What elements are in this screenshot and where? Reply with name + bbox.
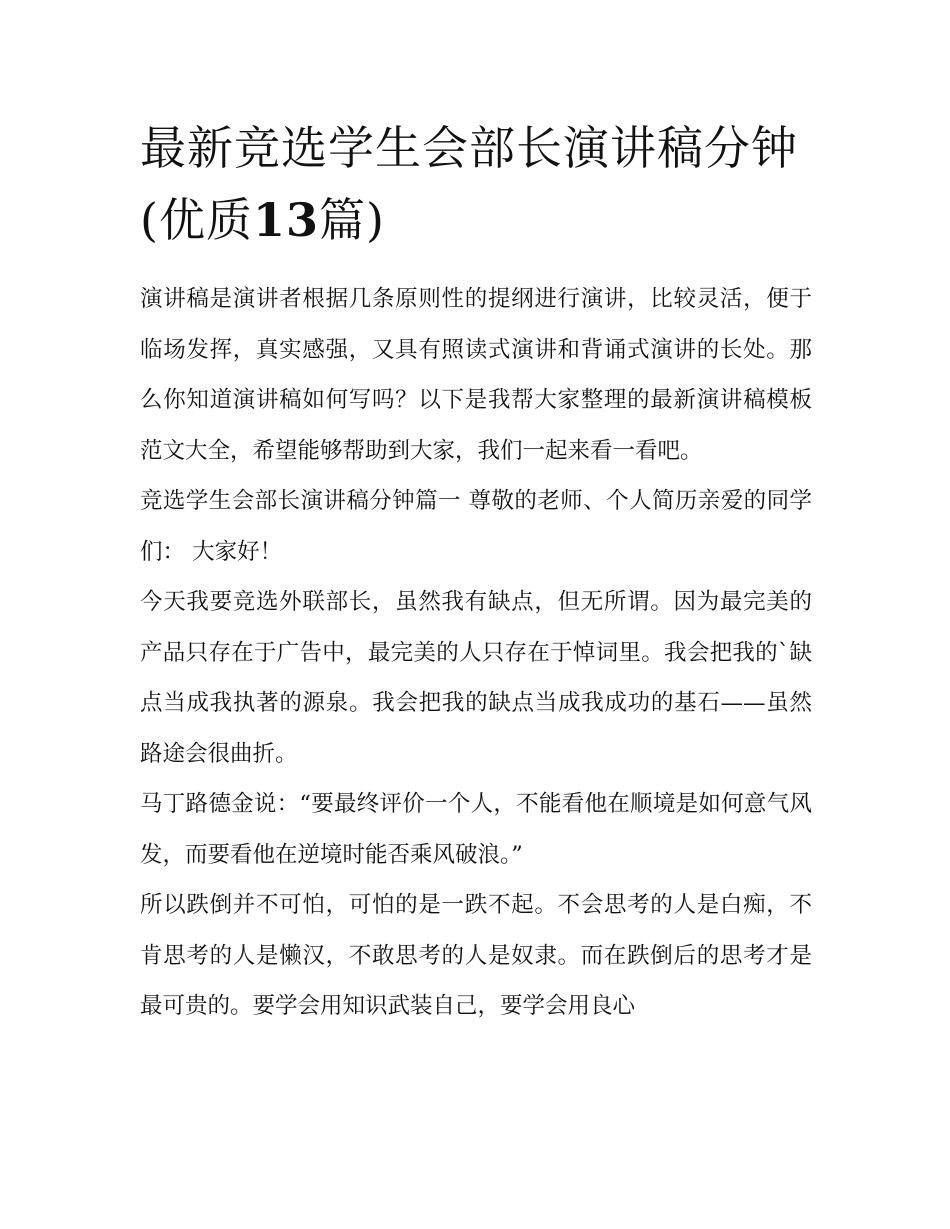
document-title: [140, 112, 812, 256]
paragraph-candidacy: 今天我要竞选外联部长，虽然我有缺点，但无所谓。因为最完美的产品只存在于广告中，最完美的人只存在于悼词里。我会把我的`缺点当成我执著的源泉。我会把我的缺点当成我成功的基石——虽然路途会很曲折。: [140, 589, 812, 767]
title-number: 13: [252, 193, 319, 247]
paragraph-intro: 演讲稿是演讲者根据几条原则性的提纲进行演讲，比较灵活，便于临场发挥，真实感强，又具有照读式演讲和背诵式演讲的长处。那么你知道演讲稿如何写吗？以下是我帮大家整理的最新演讲稿模板范文大全，希望能够帮助到大家，我们一起来看一看吧。: [140, 286, 812, 464]
paragraph-greeting: 竞选学生会部长演讲稿分钟篇一 尊敬的老师、个人简历亲爱的同学们： 大家好！: [140, 488, 812, 565]
paragraph-quote: 马丁路德金说：“要最终评价一个人，不能看他在顺境是如何意气风发，而要看他在逆境时能否乘风破浪。”: [140, 791, 812, 868]
title-text-part2: 篇): [318, 193, 385, 247]
title-text-part1: 最新竞选学生会部长演讲稿分钟(优质: [140, 121, 798, 247]
document-page: [140, 112, 812, 1032]
paragraph-reflection: 所以跌倒并不可怕，可怕的是一跌不起。不会思考的人是白痴，不肯思考的人是懒汉，不敢思考的人是奴隶。而在跌倒后的思考才是最可贵的。要学会用知识武装自己，要学会用良心: [140, 892, 812, 1019]
